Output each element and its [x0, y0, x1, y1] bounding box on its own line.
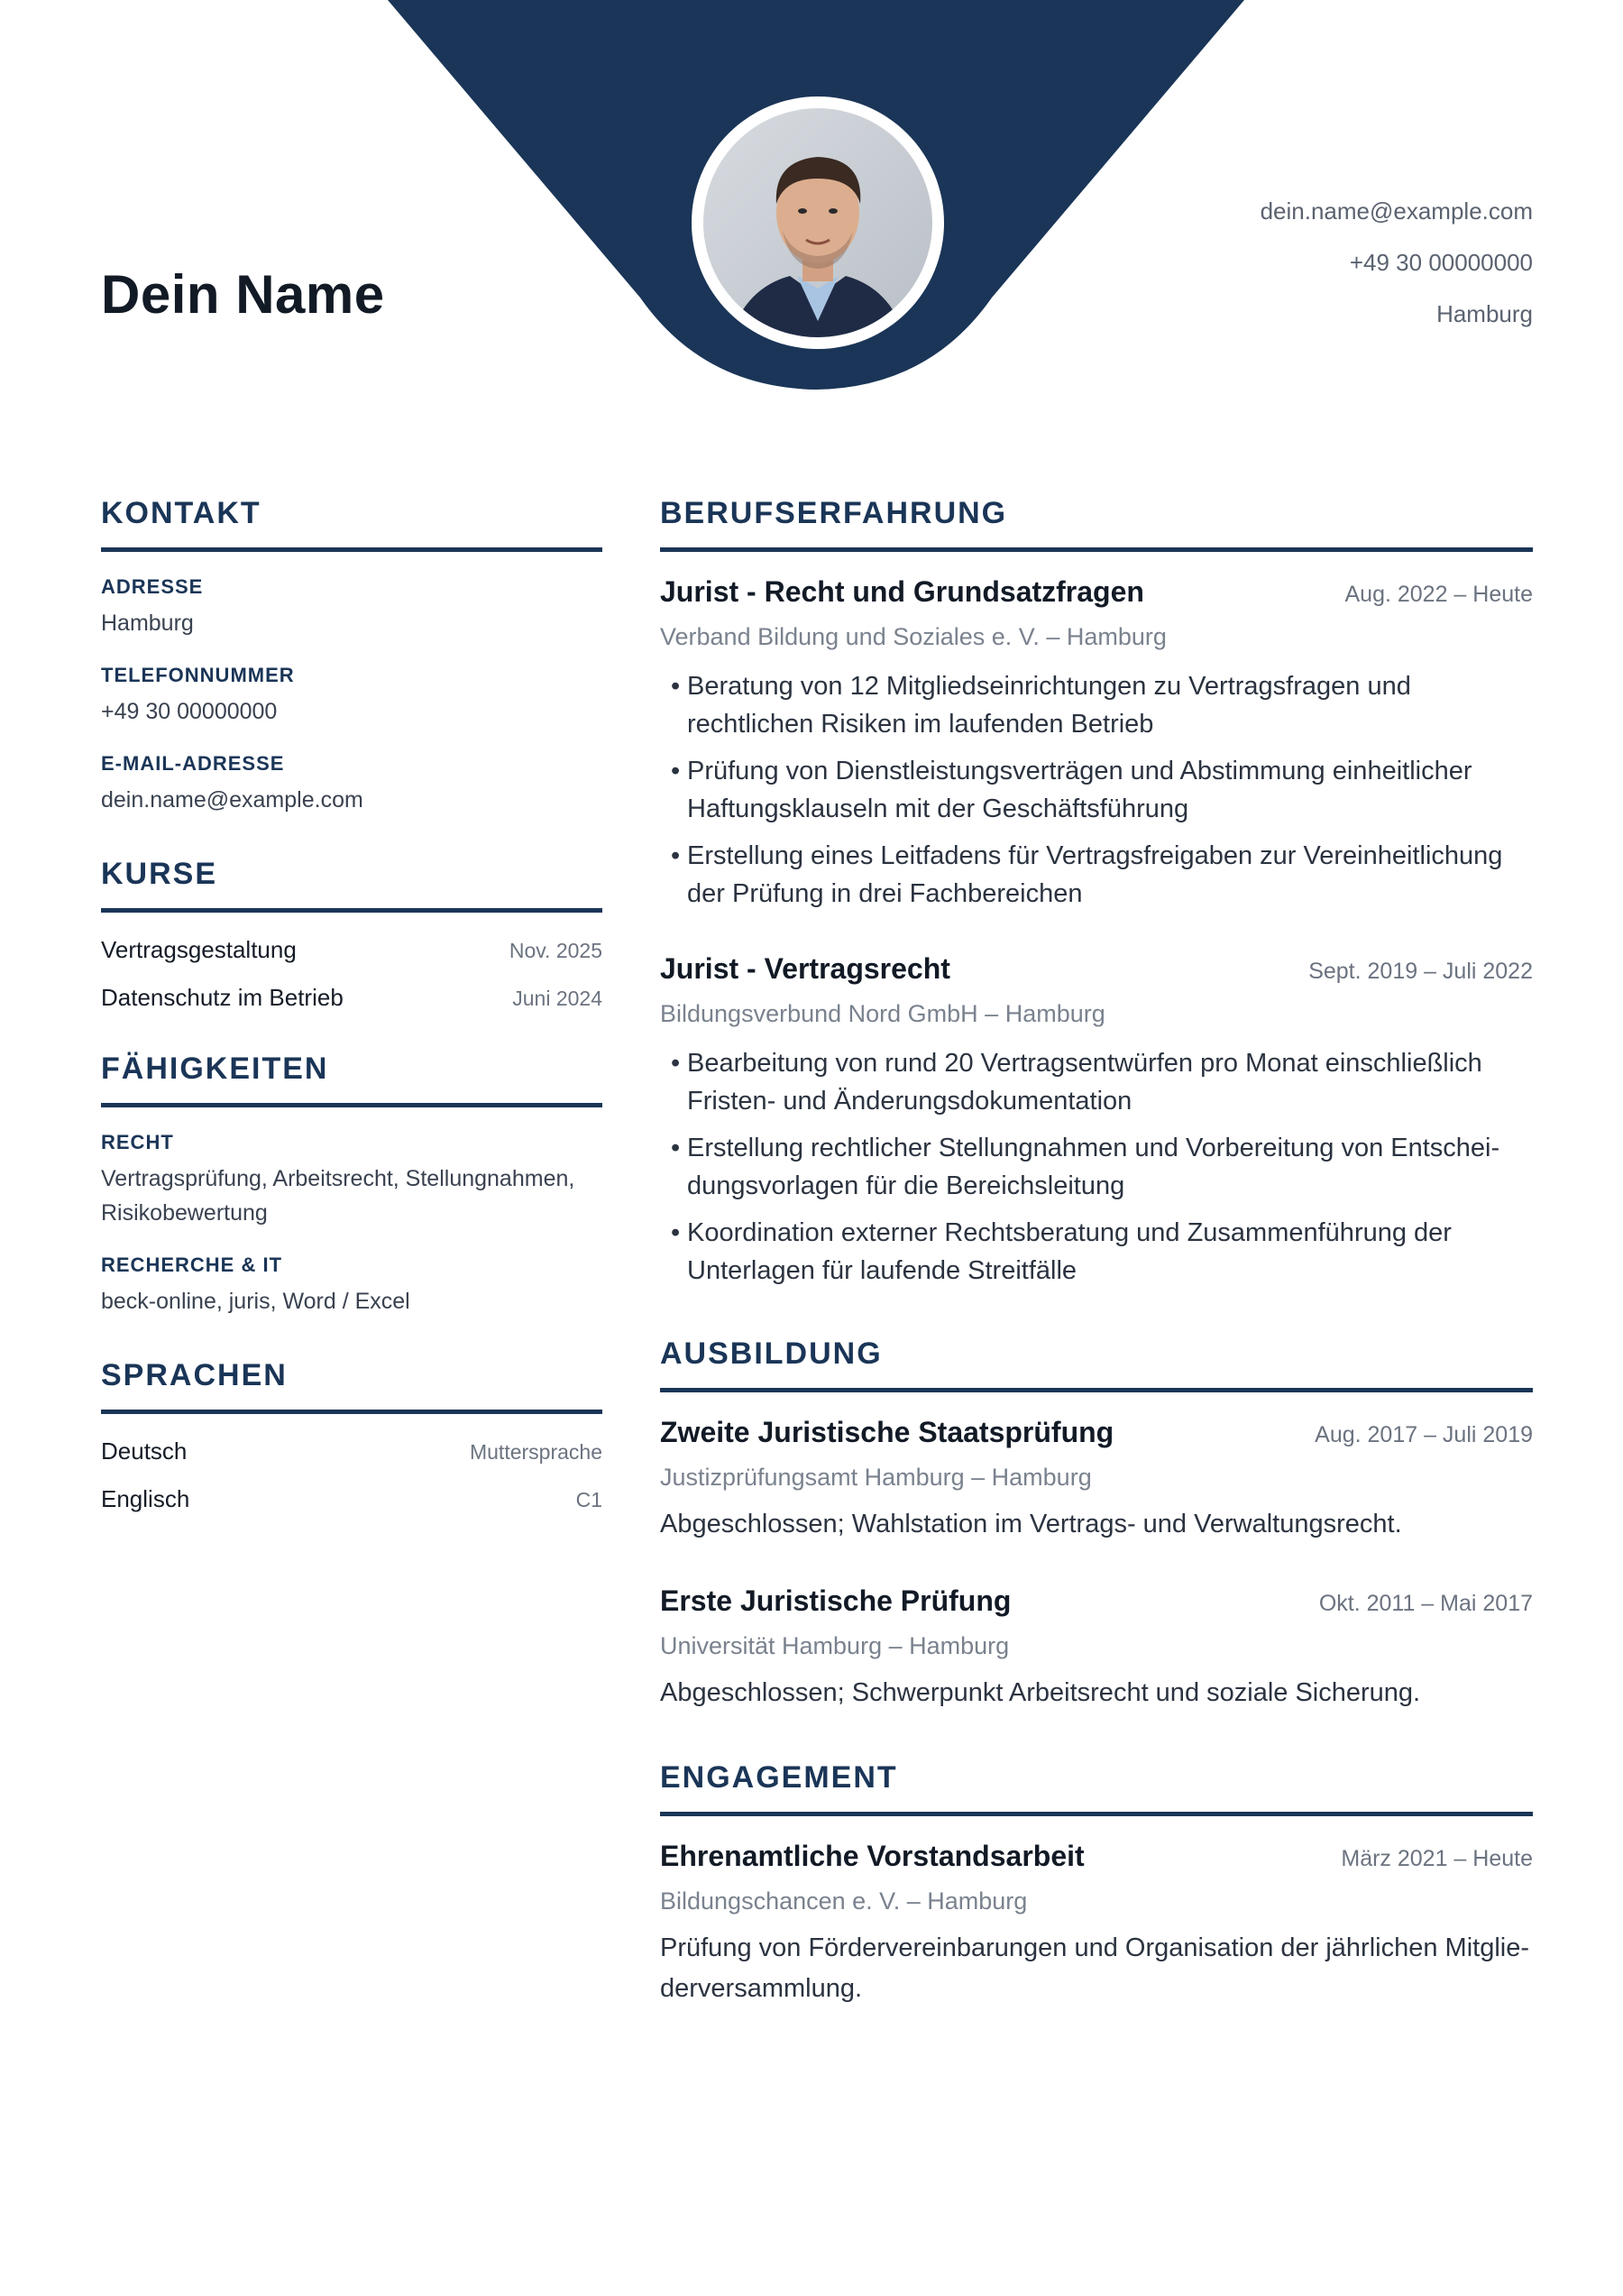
section-ausbildung — [660, 1336, 1533, 1713]
section-title: ENGAGEMENT — [660, 1760, 898, 1795]
course-date: Nov. 2025 — [509, 939, 602, 962]
skill-list: Vertragsprüfung, Arbeitsrecht, Stellungnahmen, Risikobewertung — [101, 1166, 575, 1226]
job-entry — [660, 575, 1533, 913]
section-divider — [101, 1410, 602, 1414]
language-row — [101, 1485, 602, 1513]
section-divider — [101, 908, 602, 913]
contact-label: E-MAIL-ADRESSE — [101, 752, 285, 775]
education-description: Abgeschlossen; Schwerpunkt Arbeitsrecht und soziale Sicherung. — [660, 1678, 1421, 1707]
education-entry — [660, 1416, 1533, 1545]
contact-value: +49 30 00000000 — [101, 699, 278, 724]
bullet-item: • Erstellung eines Leitfadens für Vertragsfreigaben zur Vereinheitlichung der Prüfung in drei Fachbereichen — [660, 837, 1533, 913]
header-phone: +49 30 00000000 — [1349, 249, 1533, 276]
bullet-item: • Beratung von 12 Mitgliedseinrichtungen zu Vertragsfragen und rechtlichen Risiken im laufenden Betrieb — [660, 667, 1533, 743]
course-row — [101, 936, 602, 964]
course-name: Datenschutz im Betrieb — [101, 984, 344, 1011]
engagement-description: Prüfung von Fördervereinbarungen und Organisation der jährlichen Mitgliederversammlung. — [660, 1933, 1530, 2003]
education-description: Abgeschlossen; Wahlstation im Vertrags- und Verwaltungsrecht. — [660, 1510, 1402, 1538]
language-row — [101, 1437, 602, 1465]
section-kontakt — [101, 496, 602, 817]
skill-category: RECHT — [101, 1131, 174, 1153]
contact-value: Hamburg — [101, 611, 194, 636]
language-name: Deutsch — [101, 1437, 188, 1465]
section-divider — [660, 1812, 1533, 1816]
main-content — [660, 496, 1533, 2056]
employer: Bildungsverbund Nord GmbH – Hamburg — [660, 1000, 1105, 1027]
section-divider — [101, 547, 602, 552]
education-date: Aug. 2017 – Juli 2019 — [1315, 1422, 1533, 1447]
section-divider — [660, 1388, 1533, 1392]
course-name: Vertragsgestaltung — [101, 936, 297, 963]
bullet-item: • Bearbeitung von rund 20 Vertragsentwürfen pro Monat einschließlich Fristen- und Änderungsdokumentation — [660, 1044, 1533, 1120]
skill-list: beck-online, juris, Word / Excel — [101, 1289, 410, 1314]
contact-label: TELEFONNUMMER — [101, 664, 295, 686]
organization: Bildungschancen e. V. – Hamburg — [660, 1887, 1028, 1915]
language-name: Englisch — [101, 1485, 190, 1512]
education-entry — [660, 1584, 1533, 1713]
course-date: Juni 2024 — [512, 987, 602, 1010]
education-date: Okt. 2011 – Mai 2017 — [1318, 1591, 1533, 1616]
section-faehigkeiten — [101, 1052, 602, 1318]
section-kurse — [101, 857, 602, 1012]
section-divider — [660, 547, 1533, 552]
engagement-title: Ehrenamtliche Vorstandsarbeit — [660, 1840, 1085, 1872]
contact-value: dein.name@example.com — [101, 787, 363, 813]
sidebar — [101, 496, 602, 1553]
institution: Justizprüfungsamt Hamburg – Hamburg — [660, 1464, 1092, 1491]
section-title: KURSE — [101, 857, 218, 891]
institution: Universität Hamburg – Hamburg — [660, 1632, 1010, 1659]
engagement-entry — [660, 1840, 1533, 2009]
job-date: Sept. 2019 – Juli 2022 — [1308, 959, 1533, 984]
section-sprachen — [101, 1358, 602, 1513]
degree-title: Erste Juristische Prüfung — [660, 1584, 1012, 1617]
section-berufserfahrung — [660, 496, 1533, 1290]
bullet-item: • Koordination externer Rechtsberatung und Zusammenführung der Unterlagen für laufende Streitfälle — [660, 1214, 1533, 1290]
section-divider — [101, 1103, 602, 1107]
section-engagement — [660, 1760, 1533, 2009]
header-city: Hamburg — [1436, 300, 1533, 327]
section-title: FÄHIGKEITEN — [101, 1052, 329, 1086]
section-title: BERUFSERFAHRUNG — [660, 496, 1008, 530]
job-date: Aug. 2022 – Heute — [1344, 582, 1533, 607]
section-title: AUSBILDUNG — [660, 1336, 883, 1371]
header-email: dein.name@example.com — [1260, 197, 1533, 225]
language-level: Muttersprache — [469, 1440, 602, 1464]
job-title: Jurist - Vertragsrecht — [660, 952, 950, 985]
profile-photo — [691, 96, 945, 350]
bullet-item: • Erstellung rechtlicher Stellungnahmen und Vorbereitung von Entscheidungsvorlagen für die Bereichsleitung — [660, 1129, 1533, 1205]
person-name: Dein Name — [101, 264, 385, 325]
engagement-date: März 2021 – Heute — [1341, 1846, 1533, 1871]
skill-category: RECHERCHE & IT — [101, 1254, 283, 1276]
language-level: C1 — [575, 1488, 602, 1511]
degree-title: Zweite Juristische Staatsprüfung — [660, 1416, 1114, 1448]
header-contact — [1154, 186, 1533, 340]
job-title: Jurist - Recht und Grundsatzfragen — [660, 575, 1144, 608]
job-bullets — [660, 667, 1533, 913]
employer: Verband Bildung und Soziales e. V. – Hamburg — [660, 623, 1167, 650]
job-bullets — [660, 1044, 1533, 1290]
contact-label: ADRESSE — [101, 575, 204, 598]
section-title: KONTAKT — [101, 496, 261, 530]
section-title: SPRACHEN — [101, 1358, 288, 1392]
job-entry — [660, 952, 1533, 1290]
course-row — [101, 984, 602, 1012]
bullet-item: • Prüfung von Dienstleistungsverträgen und Abstimmung einheitlicher Haftungsklauseln mit der Geschäftsführung — [660, 752, 1533, 828]
